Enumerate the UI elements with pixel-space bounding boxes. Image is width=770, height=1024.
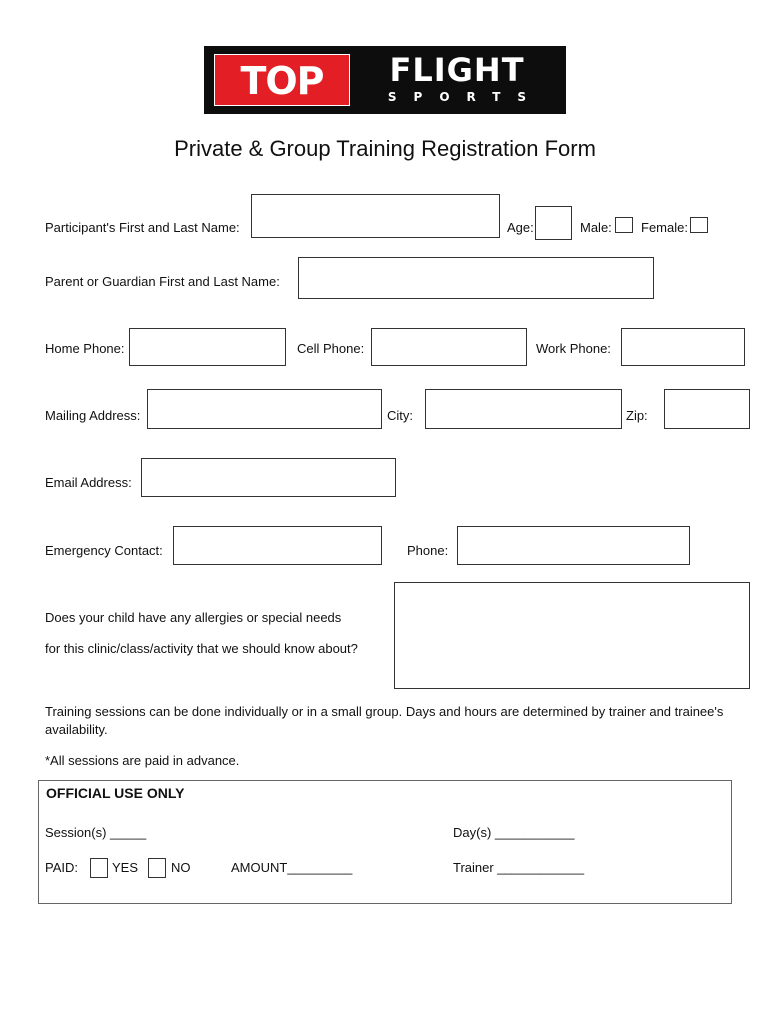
- sessions-line: Session(s) _____: [45, 825, 147, 840]
- top-flight-sports-logo: [204, 46, 566, 114]
- logo-sports-text: SPORTS: [387, 90, 544, 104]
- work-phone-input[interactable]: [621, 328, 745, 366]
- official-use-box: [38, 780, 732, 904]
- zip-label: Zip:: [626, 408, 648, 423]
- female-checkbox[interactable]: [690, 217, 708, 233]
- home-phone-label: Home Phone:: [45, 341, 125, 356]
- work-phone-label: Work Phone:: [536, 341, 611, 356]
- city-label: City:: [387, 408, 413, 423]
- days-line: Day(s) ___________: [453, 825, 575, 840]
- paid-no-checkbox[interactable]: [148, 858, 166, 878]
- home-phone-input[interactable]: [129, 328, 286, 366]
- cell-phone-label: Cell Phone:: [297, 341, 365, 356]
- female-label: Female:: [641, 220, 688, 235]
- guardian-name-input[interactable]: [298, 257, 654, 299]
- allergies-textarea[interactable]: [394, 582, 750, 689]
- guardian-name-label: Parent or Guardian First and Last Name:: [45, 274, 280, 289]
- mailing-address-input[interactable]: [147, 389, 382, 429]
- advance-payment-note: *All sessions are paid in advance.: [45, 753, 240, 768]
- paid-yes-label: YES: [112, 860, 139, 875]
- paid-yes-checkbox[interactable]: [90, 858, 108, 878]
- emergency-phone-label: Phone:: [407, 543, 449, 558]
- paid-label: PAID:: [45, 860, 78, 875]
- male-checkbox[interactable]: [615, 217, 633, 233]
- emergency-phone-input[interactable]: [457, 526, 690, 565]
- allergies-label-line2: for this clinic/class/activity that we should know about?: [45, 641, 358, 656]
- zip-input[interactable]: [664, 389, 750, 429]
- paid-no-label: NO: [171, 860, 191, 875]
- age-label: Age:: [507, 220, 534, 235]
- logo-flight-text: FLIGHT: [389, 51, 525, 89]
- training-note: Training sessions can be done individually or in a small group. Days and hours are determined by trainer and trainee's availability.: [45, 704, 724, 737]
- logo-top-text: TOP: [214, 54, 350, 106]
- mailing-address-label: Mailing Address:: [45, 408, 141, 423]
- form-title: Private & Group Training Registration Form: [174, 136, 596, 161]
- cell-phone-input[interactable]: [371, 328, 527, 366]
- male-label: Male:: [580, 220, 612, 235]
- official-use-header: OFFICIAL USE ONLY: [46, 785, 185, 801]
- amount-line: AMOUNT_________: [231, 860, 353, 875]
- participant-name-label: Participant's First and Last Name:: [45, 220, 240, 235]
- email-label: Email Address:: [45, 475, 132, 490]
- trainer-line: Trainer ____________: [453, 860, 585, 875]
- city-input[interactable]: [425, 389, 622, 429]
- age-input[interactable]: [535, 206, 572, 240]
- allergies-label-line1: Does your child have any allergies or special needs: [45, 610, 342, 625]
- email-input[interactable]: [141, 458, 396, 497]
- participant-name-input[interactable]: [251, 194, 500, 238]
- emergency-contact-input[interactable]: [173, 526, 382, 565]
- emergency-contact-label: Emergency Contact:: [45, 543, 163, 558]
